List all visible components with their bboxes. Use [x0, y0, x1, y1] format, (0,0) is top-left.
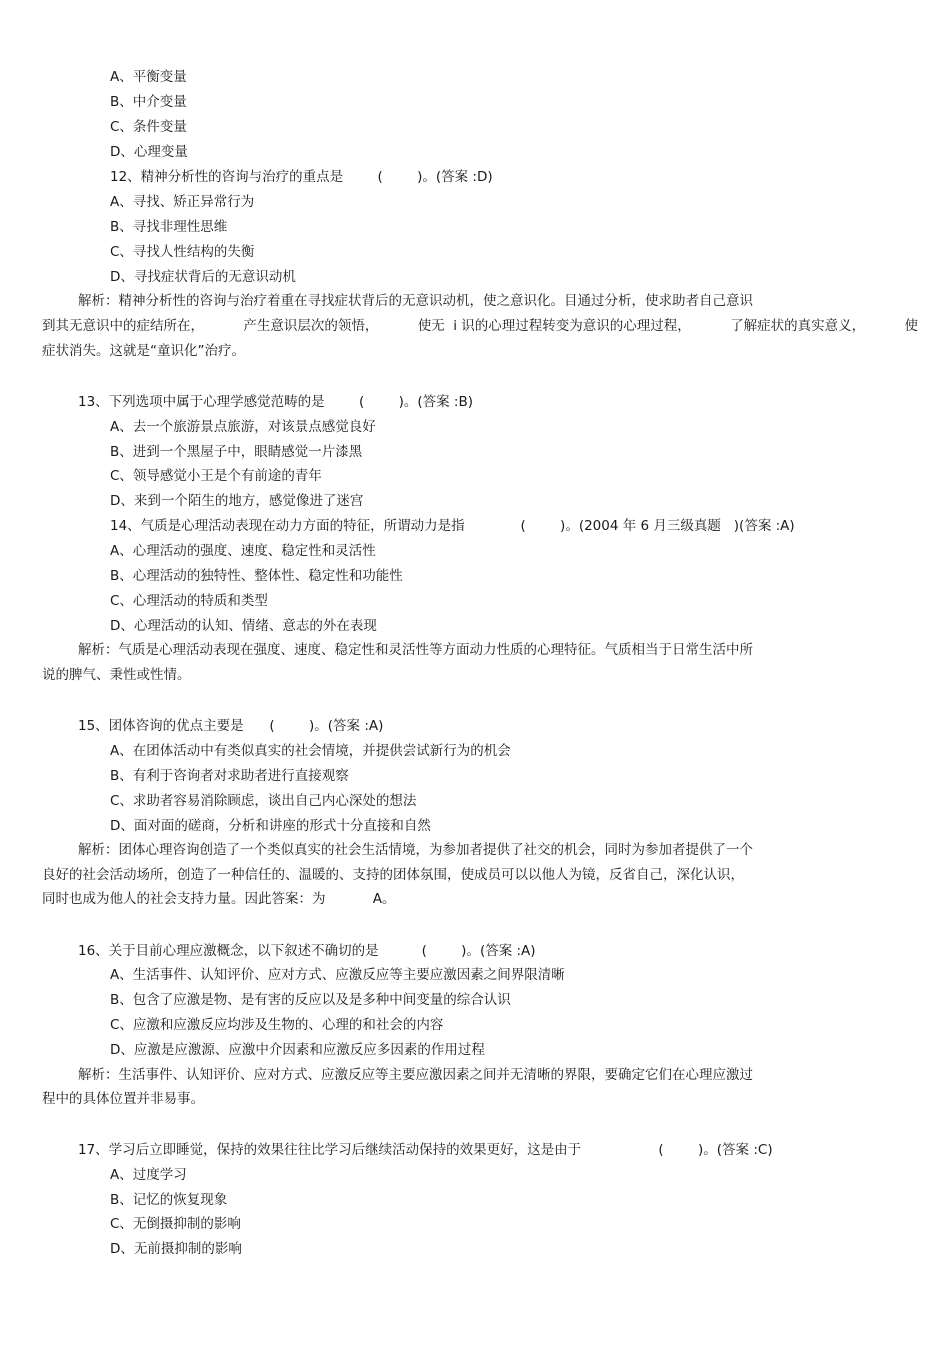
- question-12-option-a: A、寻找、矫正异常行为: [110, 194, 255, 210]
- question-15-analysis-line-1: 解析：团体心理咨询创造了一个类似真实的社会生活情境，为参加者提供了社交的机会，同时为参加者提供了一个: [78, 842, 753, 858]
- question-14-analysis-line-2: 说的脾气、秉性或性情。: [42, 667, 191, 683]
- question-14-analysis-line-1: 解析：气质是心理活动表现在强度、速度、稳定性和灵活性等方面动力性质的心理特征。气质相当于日常生活中所: [78, 642, 753, 658]
- analysis-segment: 使无 i 识的心理过程转变为意识的心理过程，: [417, 318, 691, 334]
- question-16-option-c: C、应激和应激反应均涉及生物的、心理的和社会的内容: [110, 1017, 444, 1033]
- question-12-stem: 12、精神分析性的咨询与治疗的重点是 ( )。(答案 :D): [110, 169, 493, 185]
- question-13-option-a: A、去一个旅游景点旅游，对该景点感觉良好: [110, 419, 376, 435]
- question-17-stem: 17、学习后立即睡觉，保持的效果往往比学习后继续活动保持的效果更好，这是由于 ( )。(答案 :C): [78, 1142, 773, 1158]
- question-12-option-b: B、寻找非理性思维: [110, 219, 228, 235]
- analysis-segment: 使: [904, 318, 918, 334]
- question-14-option-b: B、心理活动的独特性、整体性、稳定性和功能性: [110, 568, 403, 584]
- question-16-analysis-line-2: 程中的具体位置并非易事。: [42, 1091, 204, 1107]
- question-12-analysis-line-1: 解析：精神分析性的咨询与治疗着重在寻找症状背后的无意识动机，使之意识化。目通过分析，使求助者自己意识: [78, 293, 753, 309]
- question-16-option-a: A、生活事件、认知评价、应对方式、应激反应等主要应激因素之间界限清晰: [110, 967, 565, 983]
- question-15-option-b: B、有利于咨询者对求助者进行直接观察: [110, 768, 349, 784]
- question-16-analysis-line-1: 解析：生活事件、认知评价、应对方式、应激反应等主要应激因素之间并无清晰的界限，要确定它们在心理应激过: [78, 1067, 753, 1083]
- question-14-stem: 14、气质是心理活动表现在动力方面的特征，所谓动力是指 ( )。(2004 年 6 月三级真题 )(答案 :A): [110, 518, 795, 534]
- analysis-segment: 到其无意识中的症结所在，: [42, 318, 204, 334]
- question-12-analysis-line-3: 症状消失。这就是“童识化”治疗。: [42, 343, 245, 359]
- question-15-analysis-line-3: 同时也成为他人的社会支持力量。因此答案：为 A。: [42, 891, 396, 907]
- question-13-stem: 13、下列选项中属于心理学感觉范畴的是 ( )。(答案 :B): [78, 394, 474, 410]
- question-14-option-a: A、心理活动的强度、速度、稳定性和灵活性: [110, 543, 376, 559]
- question-15-option-d: D、面对面的磋商，分析和讲座的形式十分直接和自然: [110, 818, 431, 834]
- question-17-option-b: B、记忆的恢复现象: [110, 1192, 228, 1208]
- question-15-option-c: C、求助者容易消除顾虑，谈出自己内心深处的想法: [110, 793, 417, 809]
- question-17-option-a: A、过度学习: [110, 1167, 187, 1183]
- prev-option-c: C、条件变量: [110, 119, 187, 135]
- question-14-option-c: C、心理活动的特质和类型: [110, 593, 268, 609]
- question-16-stem: 16、关于目前心理应激概念，以下叙述不确切的是 ( )。(答案 :A): [78, 943, 536, 959]
- question-13-option-c: C、领导感觉小王是个有前途的青年: [110, 468, 322, 484]
- question-16-option-b: B、包含了应激是物、是有害的反应以及是多种中间变量的综合认识: [110, 992, 511, 1008]
- question-13-option-d: D、来到一个陌生的地方，感觉像进了迷宫: [110, 493, 364, 509]
- question-15-stem: 15、团体咨询的优点主要是 ( )。(答案 :A): [78, 718, 384, 734]
- question-16-option-d: D、应激是应激源、应激中介因素和应激反应多因素的作用过程: [110, 1042, 485, 1058]
- question-13-option-b: B、进到一个黑屋子中，眼睛感觉一片漆黑: [110, 444, 363, 460]
- question-12-option-c: C、寻找人性结构的失衡: [110, 244, 255, 260]
- question-12-analysis-line-2: [42, 317, 918, 335]
- question-14-option-d: D、心理活动的认知、情绪、意志的外在表现: [110, 618, 377, 634]
- question-15-analysis-line-2: 良好的社会活动场所，创造了一种信任的、温暖的、支持的团体氛围，使成员可以以他人为镜，反省自己，深化认识，: [42, 867, 744, 883]
- analysis-segment: 了解症状的真实意义，: [730, 318, 866, 334]
- question-15-option-a: A、在团体活动中有类似真实的社会情境，并提供尝试新行为的机会: [110, 743, 511, 759]
- question-17-option-c: C、无倒摄抑制的影响: [110, 1216, 241, 1232]
- prev-option-d: D、心理变量: [110, 144, 188, 160]
- question-12-option-d: D、寻找症状背后的无意识动机: [110, 269, 296, 285]
- question-17-option-d: D、无前摄抑制的影响: [110, 1241, 242, 1257]
- prev-option-b: B、中介变量: [110, 94, 187, 110]
- prev-option-a: A、平衡变量: [110, 69, 187, 85]
- analysis-segment: 产生意识层次的领悟，: [243, 318, 379, 334]
